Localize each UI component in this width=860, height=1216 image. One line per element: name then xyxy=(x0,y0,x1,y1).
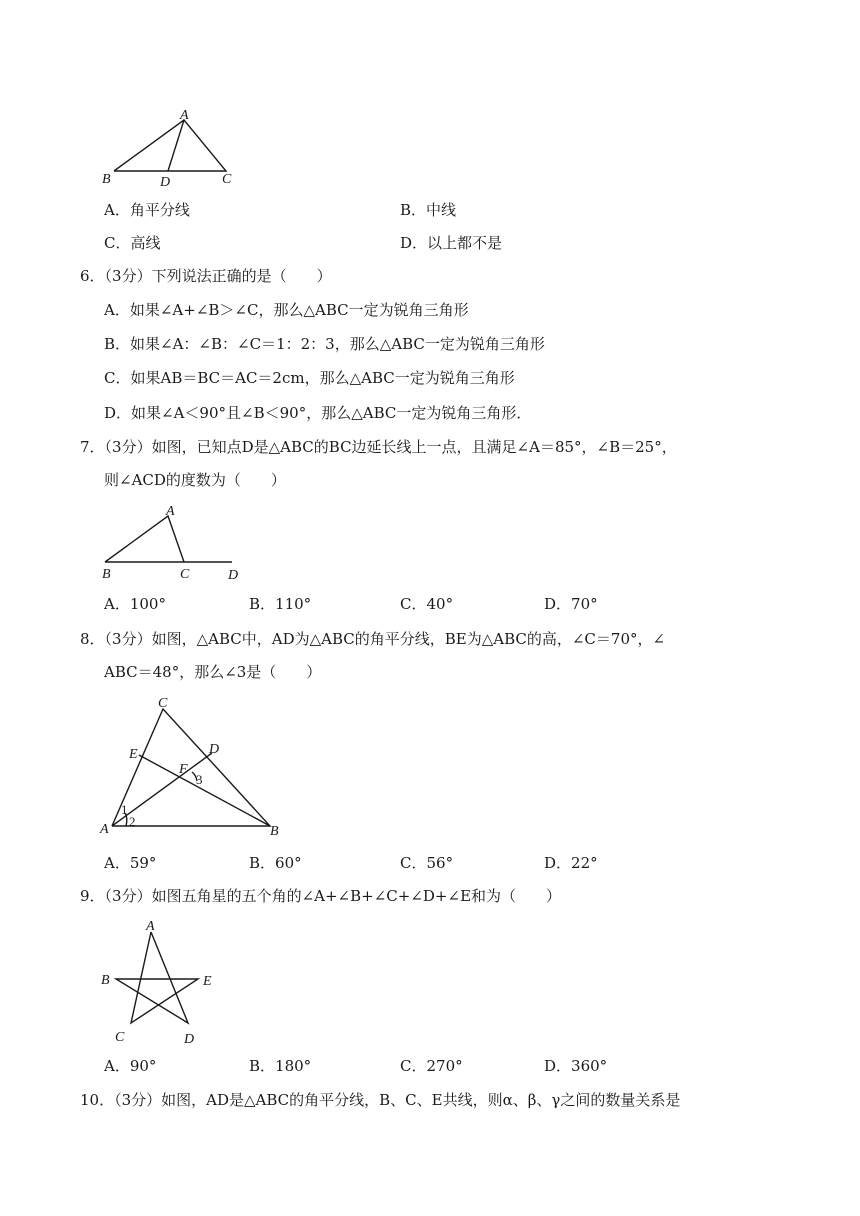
q9-option-d[interactable]: D．360° xyxy=(544,1057,608,1075)
q6-stem: 6．（3分）下列说法正确的是（ ） xyxy=(80,267,332,285)
q8-label-a: A xyxy=(100,822,109,837)
q9-stem: 9．（3分）如图五角星的五个角的∠A+∠B+∠C+∠D+∠E和为（ ） xyxy=(80,887,562,905)
q7-stem-line2: 则∠ACD的度数为（ ） xyxy=(104,471,286,489)
q8-stem-line1: 8．（3分）如图，△ABC中，AD为△ABC的角平分线，BE为△ABC的高，∠C＝70°，∠ xyxy=(80,630,666,648)
q8-option-a[interactable]: A．59° xyxy=(104,854,157,872)
q5-label-c: C xyxy=(222,172,232,187)
q8-option-d[interactable]: D．22° xyxy=(544,854,598,872)
q7-option-b[interactable]: B．110° xyxy=(249,595,312,613)
q5-label-a: A xyxy=(180,108,189,123)
q8-figure xyxy=(100,695,290,837)
q9-label-c: C xyxy=(115,1030,125,1045)
q8-label-c: C xyxy=(158,696,168,711)
q8-label-d: D xyxy=(209,742,220,757)
q8-option-c[interactable]: C．56° xyxy=(400,854,454,872)
q9-label-b: B xyxy=(101,973,110,988)
q8-label-b: B xyxy=(270,824,279,839)
q9-figure xyxy=(100,917,230,1047)
q8-option-b[interactable]: B．60° xyxy=(249,854,302,872)
q7-label-c: C xyxy=(180,567,190,582)
q6-option-d[interactable]: D．如果∠A＜90°且∠B＜90°，那么△ABC一定为锐角三角形． xyxy=(104,404,532,422)
q8-label-f: F xyxy=(179,762,188,777)
q7-triangle-sides xyxy=(105,516,184,562)
q8-stem-line2: ABC＝48°，那么∠3是（ ） xyxy=(104,663,322,681)
q8-label-1: 1 xyxy=(121,802,128,817)
q9-option-a[interactable]: A．90° xyxy=(104,1057,157,1075)
q5-label-d: D xyxy=(160,175,171,190)
q10-stem: 10．（3分）如图，AD是△ABC的角平分线，B、C、E共线，则α、β、γ之间的数量关系是 xyxy=(80,1091,681,1109)
q9-label-a: A xyxy=(146,919,155,934)
q8-label-3: 3 xyxy=(196,772,203,787)
q8-altitude-be xyxy=(139,755,270,826)
q5-label-b: B xyxy=(102,172,111,187)
q9-option-b[interactable]: B．180° xyxy=(249,1057,312,1075)
q6-option-c[interactable]: C．如果AB＝BC＝AC＝2cm，那么△ABC一定为锐角三角形 xyxy=(104,369,515,387)
q5-figure xyxy=(100,105,250,190)
q9-pentagram xyxy=(116,932,198,1023)
q7-label-a: A xyxy=(166,504,175,519)
q7-label-d: D xyxy=(228,568,239,583)
q8-label-2: 2 xyxy=(129,814,136,829)
q7-figure xyxy=(100,502,250,584)
q5-segment-ad xyxy=(168,120,184,171)
q9-label-e: E xyxy=(203,974,212,989)
q7-option-d[interactable]: D．70° xyxy=(544,595,598,613)
q8-label-e: E xyxy=(129,747,138,762)
q5-option-c[interactable]: C．高线 xyxy=(104,234,161,252)
q7-label-b: B xyxy=(102,567,111,582)
q9-label-d: D xyxy=(184,1032,195,1047)
q5-option-d[interactable]: D．以上都不是 xyxy=(400,234,503,252)
q7-option-c[interactable]: C．40° xyxy=(400,595,454,613)
q5-option-b[interactable]: B．中线 xyxy=(400,201,457,219)
q9-option-c[interactable]: C．270° xyxy=(400,1057,463,1075)
q7-option-a[interactable]: A．100° xyxy=(104,595,166,613)
q7-stem-line1: 7．（3分）如图，已知点D是△ABC的BC边延长线上一点，且满足∠A＝85°，∠B＝25°， xyxy=(80,438,677,456)
q6-option-a[interactable]: A．如果∠A+∠B＞∠C，那么△ABC一定为锐角三角形 xyxy=(104,301,469,319)
q5-option-a[interactable]: A．角平分线 xyxy=(104,201,190,219)
q6-option-b[interactable]: B．如果∠A：∠B：∠C＝1：2：3，那么△ABC一定为锐角三角形 xyxy=(104,335,545,353)
